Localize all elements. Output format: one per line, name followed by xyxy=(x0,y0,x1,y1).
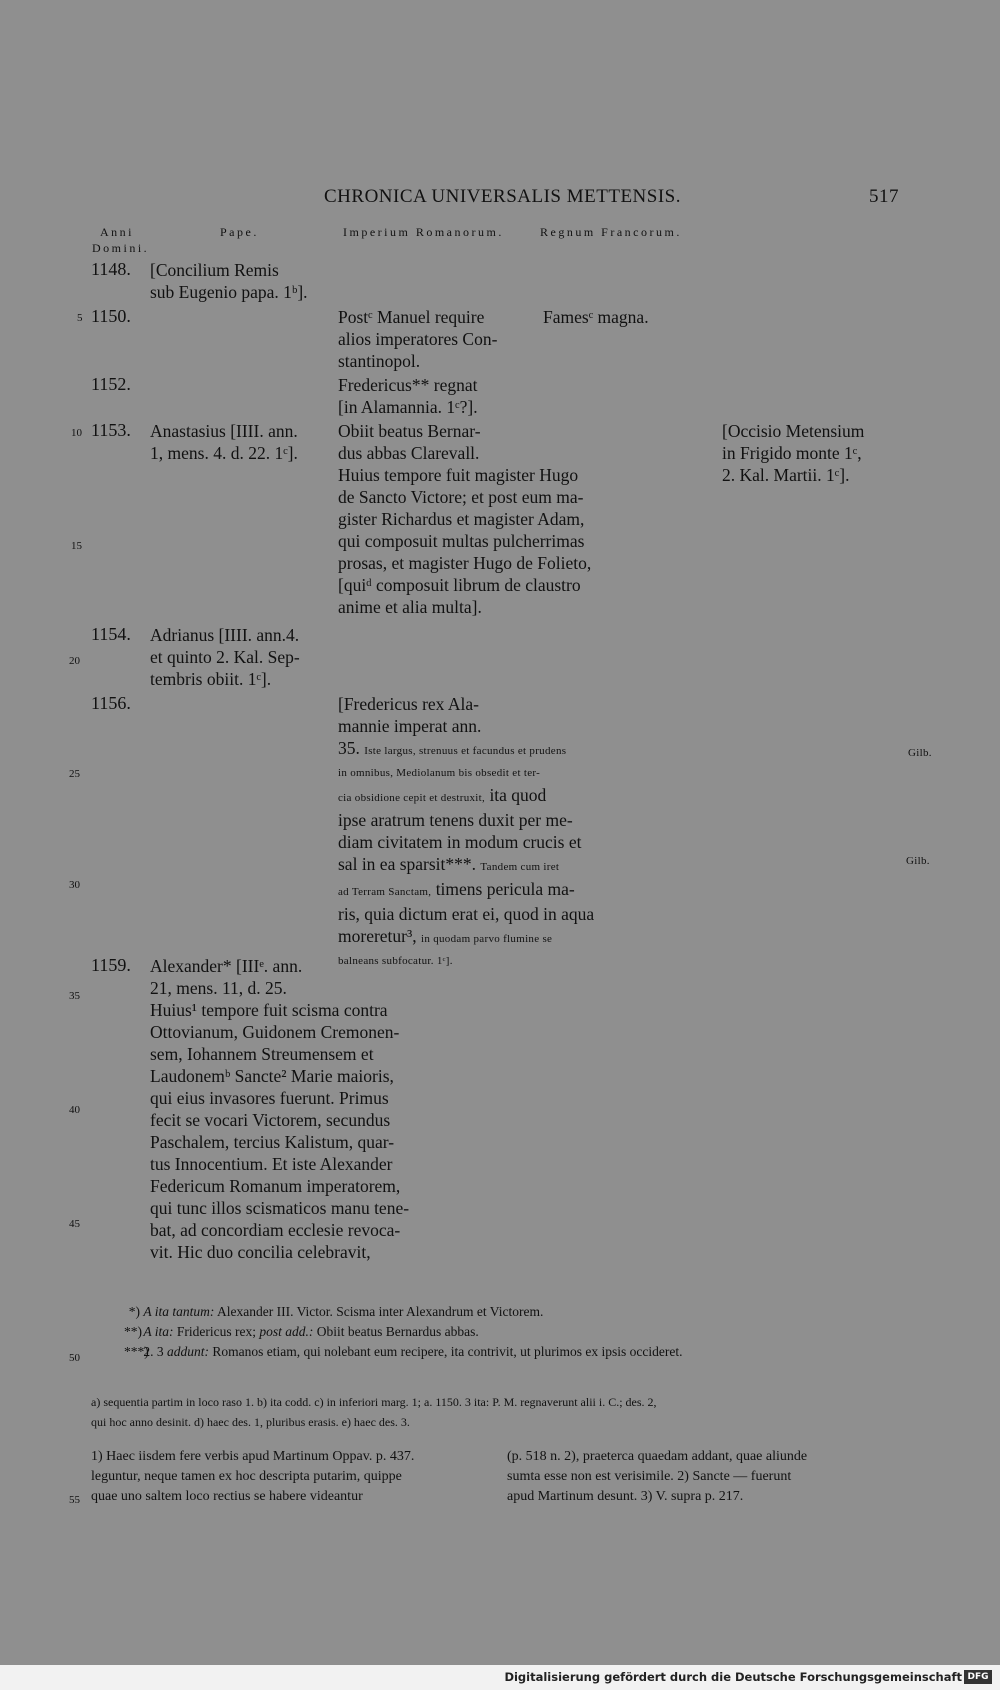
entry-1153-imperium: Obiit beatus Bernar- dus abbas Clarevall. Huius tempore fuit magister Hugo de Sancto Victore; et post eum ma- gister Richardus et magister Adam, qui composuit multas pulcherrimas prosas, et magister Hugo de Folieto, [quiᵈ composuit librum de claustro anime et alia multa]. xyxy=(338,421,592,617)
entry-1154-pape: Adrianus [IIII. ann.4. et quinto 2. Kal. Sep- tembris obiit. 1ᶜ]. xyxy=(150,625,300,689)
year-1153: 1153. xyxy=(91,420,131,440)
running-title: CHRONICA UNIVERSALIS METTENSIS. xyxy=(324,186,681,207)
year-1148: 1148. xyxy=(91,259,131,279)
margin-siglum-gilb: Gilb. xyxy=(906,855,930,867)
entry-1153-margin-note: [Occisio Metensium in Frigido monte 1ᶜ, 2. Kal. Martii. 1ᶜ]. xyxy=(722,421,865,485)
line-number: 20 xyxy=(69,655,80,667)
column-header-pape: Pape. xyxy=(220,225,259,239)
entry-1148-pape: [Concilium Remis sub Eugenio papa. 1ᵇ]. xyxy=(150,260,308,302)
column-header-domini: Domini. xyxy=(92,241,150,255)
entry-1150-imperium: Postᶜ Manuel require alios imperatores Con- stantinopol. xyxy=(338,307,498,371)
entry-1153-pape: Anastasius [IIII. ann. 1, mens. 4. d. 22. 1ᶜ]. xyxy=(150,421,298,463)
critical-apparatus: a) sequentia partim in loco raso 1. b) ita codd. c) in inferiori marg. 1; a. 1150. 3 ita: P. M. regnaverunt alii i. C.; des. 2, qui hoc anno desinit. d) haec des. 1, pluribus erasis. e) haec des. 3. xyxy=(91,1395,657,1429)
column-header-imperium: Imperium Romanorum. xyxy=(343,225,504,239)
dfg-logo: DFG xyxy=(964,1670,992,1684)
line-number: 5 xyxy=(77,312,83,324)
footnotes-right-column: (p. 518 n. 2), praeterca quaedam addant, quae aliunde sumta esse non est verisimile. 2) Sancte — fuerunt apud Martinum desunt. 3) V. supra p. 217. xyxy=(507,1449,808,1504)
line-number: 30 xyxy=(69,879,80,891)
year-1150: 1150. xyxy=(91,306,131,326)
line-number: 55 xyxy=(69,1494,80,1506)
line-number: 15 xyxy=(71,540,82,552)
line-number: 10 xyxy=(71,427,82,439)
entry-1156-imperium: [Fredericus rex Ala- mannie imperat ann. 35. Iste largus, strenuus et facundus et prudens in omnibus, Mediolanum bis obsedit et ter- cia obsidione cepit et destruxit, ita quod ipse aratrum tenens duxit per me- diam civitatem in modum crucis et sal in ea sparsit***. Tandem cum iret ad Terram Sanctam, timens pericula ma- ris, quia dictum erat ei, quod in aqua moreretur³, in quodam parvo flumine se balneans subfocatur. 1ᶜ]. xyxy=(338,694,595,967)
footer-bar xyxy=(0,1665,1000,1690)
line-number: 50 xyxy=(69,1352,80,1364)
year-1159: 1159. xyxy=(91,955,131,975)
year-1156: 1156. xyxy=(91,693,131,713)
line-number: 40 xyxy=(69,1104,80,1116)
year-1154: 1154. xyxy=(91,624,131,644)
funding-notice: Digitalisierung gefördert durch die Deutsche Forschungsgemeinschaft xyxy=(504,1670,962,1684)
entry-1159-pape: Alexander* [IIIᵉ. ann. 21, mens. 11, d. 25. Huius¹ tempore fuit scisma contra Ottovianum, Guidonem Cremonen- sem, Iohannem Streumensem et Laudonemᵇ Sancte² Marie maioris, qui eius invasores fuerunt. Primus fecit se vocari Victorem, secundus Paschalem, tercius Kalistum, quar- tus Innocentium. Et iste Alexander Federicum Romanum imperatorem, qui tunc illos scismaticos manu tene- bat, ad concordiam ecclesie revoca- vit. Hic duo concilia celebravit, xyxy=(150,956,410,1262)
margin-siglum-gilb: Gilb. xyxy=(908,747,932,759)
page-number: 517 xyxy=(869,186,899,207)
asterisk-notes: *) A ita tantum: Alexander III. Victor. Scisma inter Alexandrum et Victorem. **) A ita: Fridericus rex; post add.: Obiit beatus Bernardus abbas. ***) 2. 3 addunt: Romanos etiam, qui nolebant eum recipere, ita contrivit, ut plurimos ex ipsis occideret. xyxy=(124,1304,683,1359)
line-number: 35 xyxy=(69,990,80,1002)
entry-1150-regnum: Famesᶜ magna. xyxy=(543,307,649,327)
year-1152: 1152. xyxy=(91,374,131,394)
footnotes-left-column: 1) Haec iisdem fere verbis apud Martinum Oppav. p. 437. leguntur, neque tamen ex hoc descripta putarim, quippe quae uno saltem loco rectius se habere videantur xyxy=(91,1449,415,1504)
entry-1152-imperium: Fredericus** regnat [in Alamannia. 1ᶜ?]. xyxy=(338,375,478,417)
column-header-regnum: Regnum Francorum. xyxy=(540,225,682,239)
line-number: 25 xyxy=(69,768,80,780)
column-header-anni: Anni xyxy=(100,225,134,239)
line-number: 45 xyxy=(69,1218,80,1230)
